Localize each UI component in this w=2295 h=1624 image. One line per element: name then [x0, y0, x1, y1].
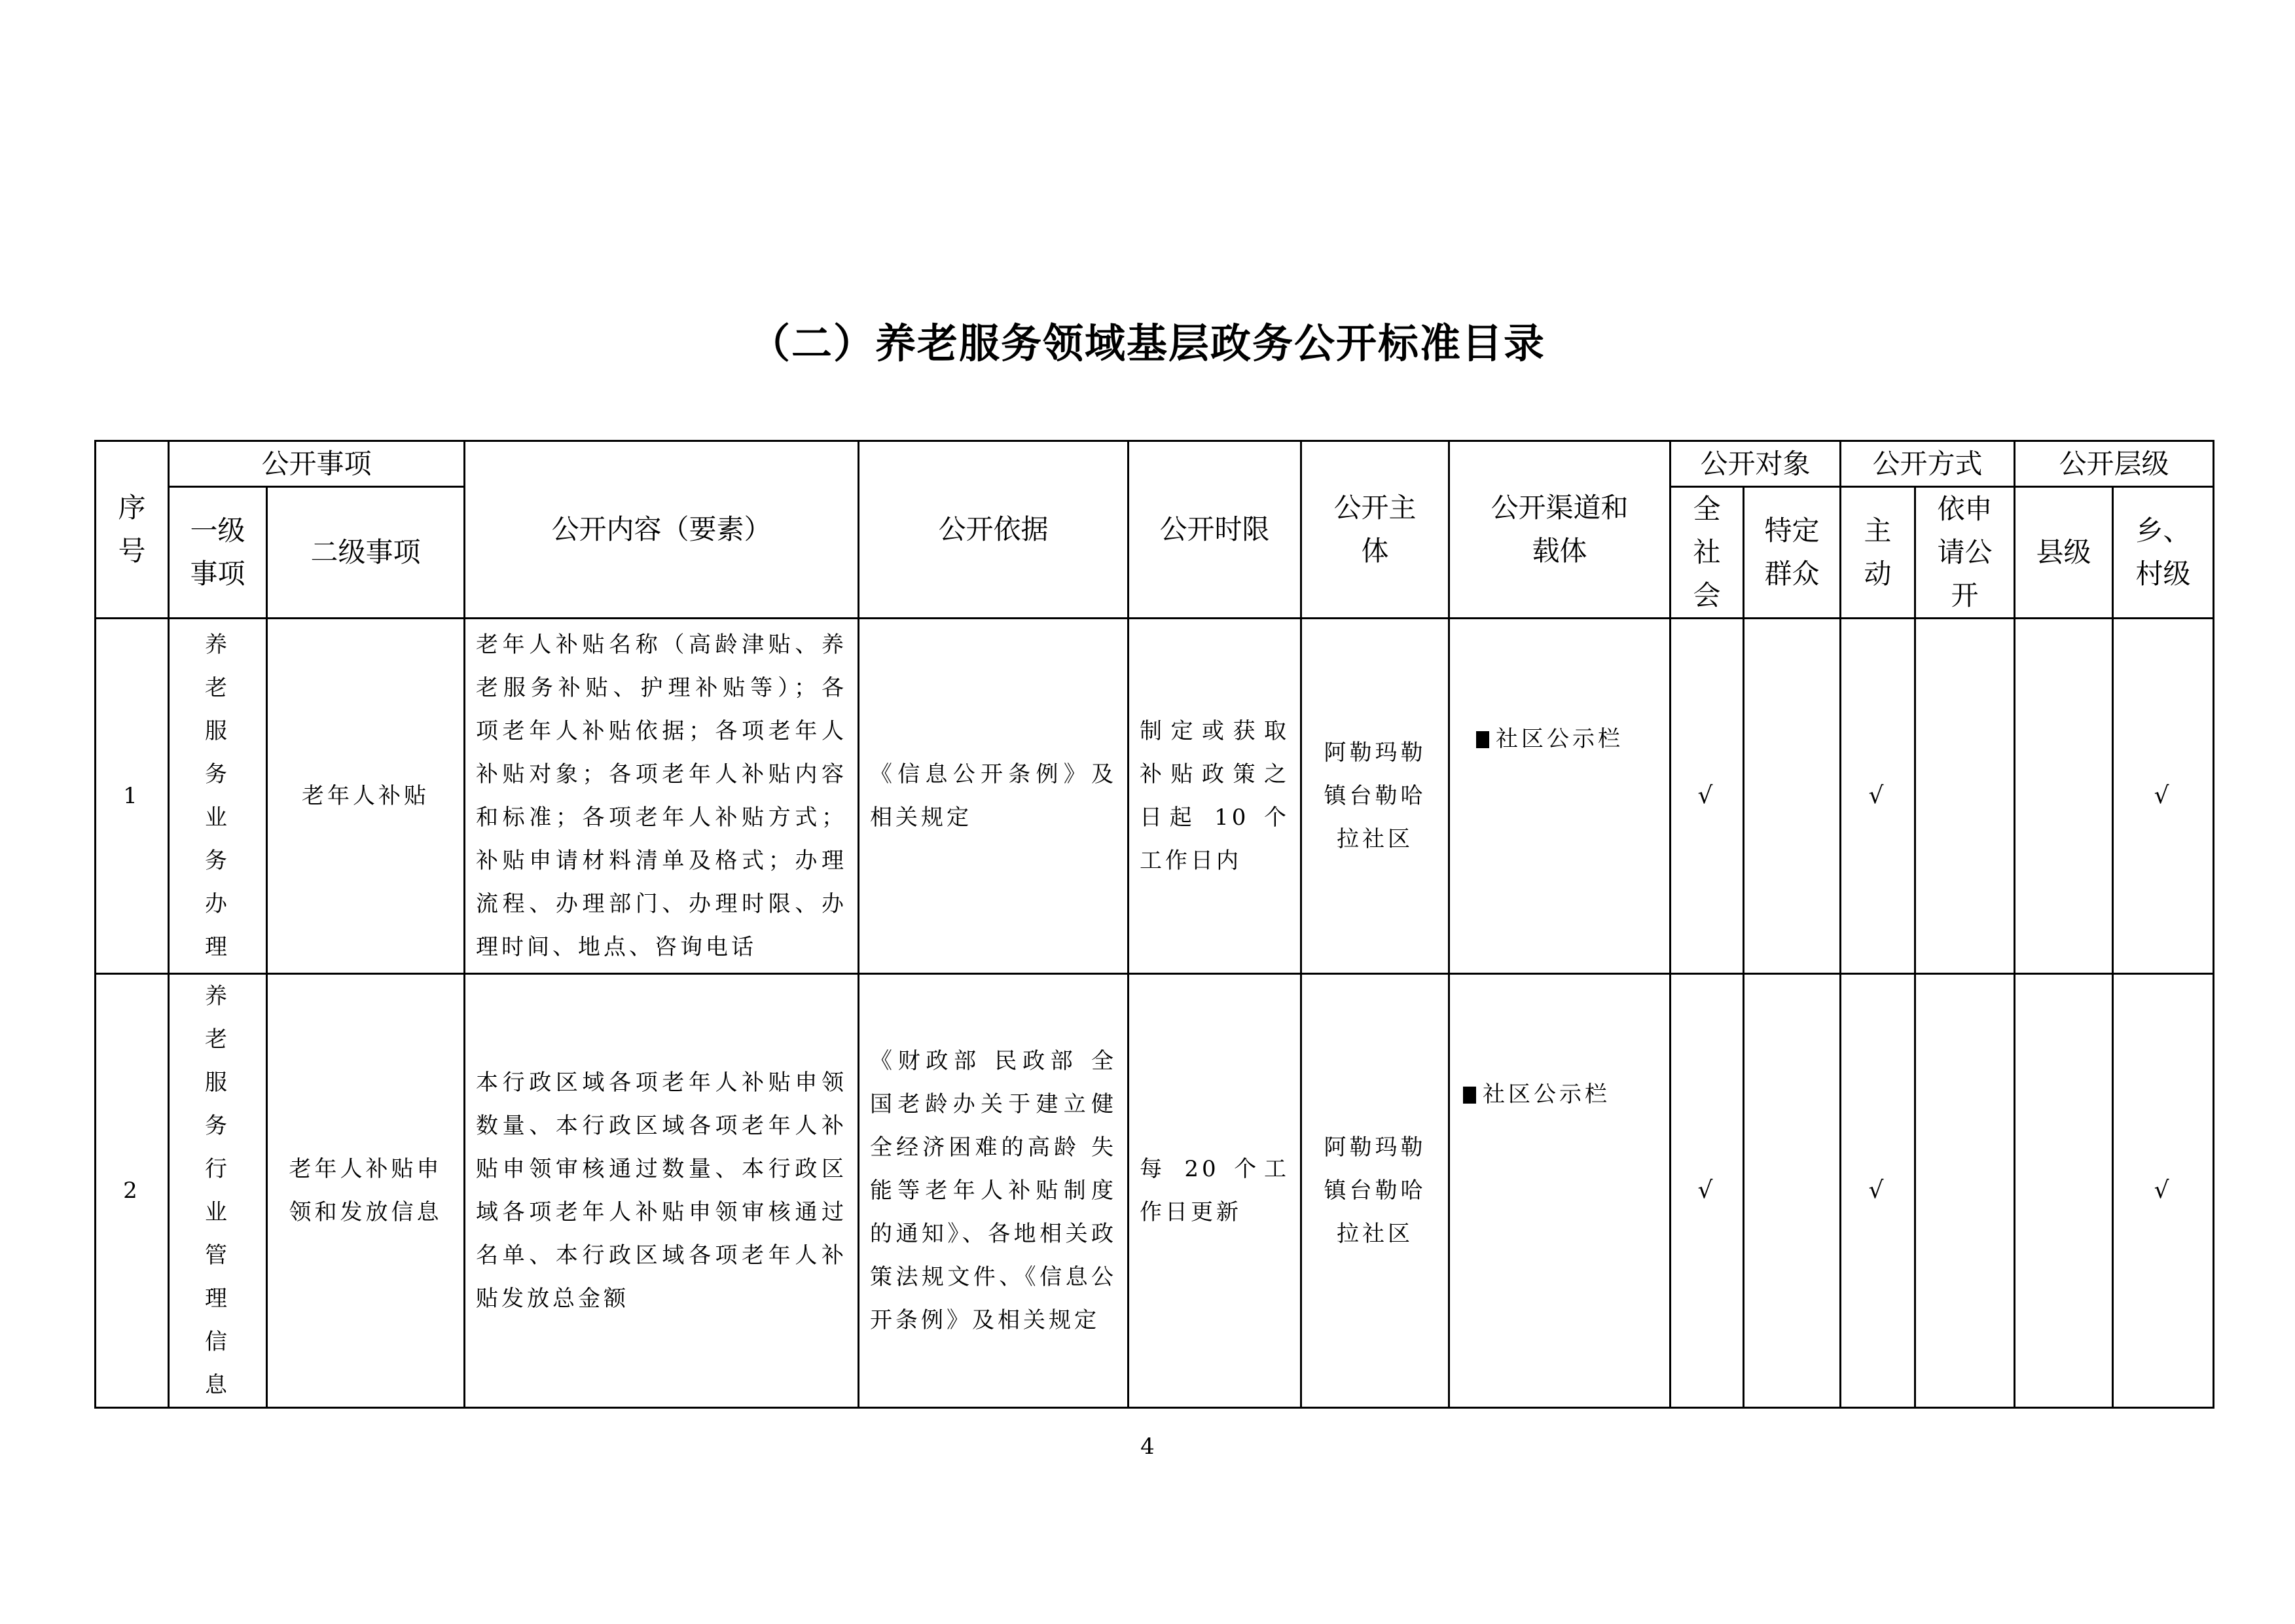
row-level-township: √ — [2113, 619, 2214, 974]
row-method-active: √ — [1841, 619, 1915, 974]
document-title: （二）养老服务领域基层政务公开标准目录 — [749, 319, 1545, 367]
header-level1: 一级事项 — [169, 487, 267, 619]
row-channel: 社区公示栏 — [1449, 974, 1671, 1408]
row-level-county — [2015, 619, 2113, 974]
header-level-county: 县级 — [2015, 487, 2113, 619]
table-body — [96, 619, 2214, 1408]
row-time-limit: 制定或获取补贴政策之日起 10 个工作日内 — [1129, 619, 1301, 974]
row-content: 老年人补贴名称（高龄津贴、养老服务补贴、护理补贴等）；各项老年人补贴依据；各项老年人补贴对象；各项老年人补贴内容和标准；各项老年人补贴方式；补贴申请材料清单及格式；办理流程、办理部门、办理时限、办理时间、地点、咨询电话 — [465, 619, 859, 974]
table-row — [96, 619, 2214, 974]
header-items-group: 公开事项 — [169, 441, 465, 487]
square-bullet-icon — [1476, 731, 1489, 748]
header-method-active: 主动 — [1841, 487, 1915, 619]
row-method-request — [1915, 619, 2015, 974]
table-row — [96, 974, 2214, 1408]
row-seq: 1 — [96, 619, 169, 974]
row-channel: 社区公示栏 — [1449, 619, 1671, 974]
row-content: 本行政区域各项老年人补贴申领数量、本行政区域各项老年人补贴申领审核通过数量、本行政区域各项老年人补贴申领审核通过名单、本行政区域各项老年人补贴发放总金额 — [465, 974, 859, 1408]
header-seq: 序号 — [96, 441, 169, 619]
row-level1: 养老服务业务办理 — [169, 619, 267, 974]
row-level-county — [2015, 974, 2113, 1408]
header-content: 公开内容（要素） — [465, 441, 859, 619]
header-basis: 公开依据 — [859, 441, 1129, 619]
header-method-request: 依申请公开 — [1915, 487, 2015, 619]
header-target-group: 公开对象 — [1671, 441, 1841, 487]
row-level2: 老年人补贴申领和发放信息 — [267, 974, 465, 1408]
header-target-all: 全社会 — [1671, 487, 1744, 619]
catalog-table — [94, 440, 2214, 1409]
header-channel: 公开渠道和载体 — [1449, 441, 1671, 619]
square-bullet-icon — [1463, 1087, 1476, 1104]
row-level2: 老年人补贴 — [267, 619, 465, 974]
table-header — [96, 441, 2214, 619]
row-method-request — [1915, 974, 2015, 1408]
row-level-township: √ — [2113, 974, 2214, 1408]
header-subject: 公开主体 — [1301, 441, 1449, 619]
header-level-group: 公开层级 — [2015, 441, 2214, 487]
header-target-specific: 特定群众 — [1744, 487, 1841, 619]
row-basis: 《信息公开条例》及相关规定 — [859, 619, 1129, 974]
row-method-active: √ — [1841, 974, 1915, 1408]
row-seq: 2 — [96, 974, 169, 1408]
header-level-township: 乡、村级 — [2113, 487, 2214, 619]
row-target-all: √ — [1671, 619, 1744, 974]
row-target-all: √ — [1671, 974, 1744, 1408]
row-basis: 《财政部 民政部 全国老龄办关于建立健全经济困难的高龄 失能等老年人补贴制度的通知》、各地相关政策法规文件、《信息公开条例》及相关规定 — [859, 974, 1129, 1408]
row-target-specific — [1744, 974, 1841, 1408]
page-number: 4 — [1140, 1434, 1155, 1460]
row-time-limit: 每 20 个工作日更新 — [1129, 974, 1301, 1408]
header-method-group: 公开方式 — [1841, 441, 2015, 487]
row-target-specific — [1744, 619, 1841, 974]
row-level1: 养老服务行业管理信息 — [169, 974, 267, 1408]
header-level2: 二级事项 — [267, 487, 465, 619]
row-subject: 阿勒玛勒镇台勒哈拉社区 — [1301, 619, 1449, 974]
row-subject: 阿勒玛勒镇台勒哈拉社区 — [1301, 974, 1449, 1408]
header-time-limit: 公开时限 — [1129, 441, 1301, 619]
